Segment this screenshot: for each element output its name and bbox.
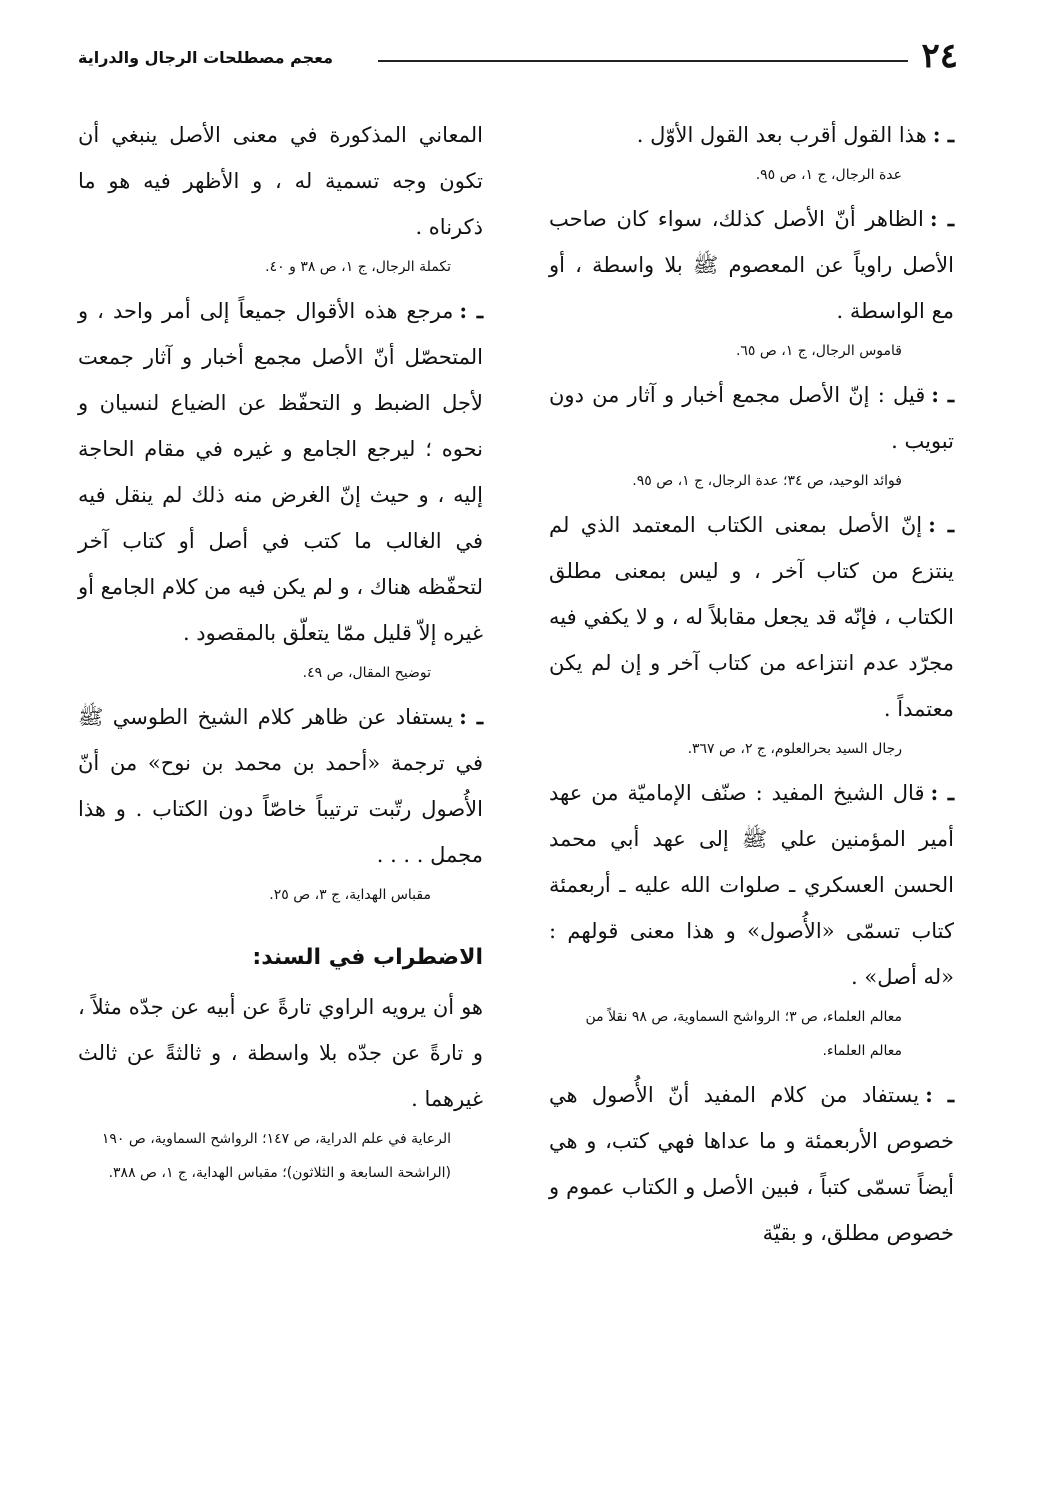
entry-body: يستفاد من كلام المفيد أنّ الأُصول هي خصوص الأربعمئة و ما عداها فهي كتب، و هي أيضاً تسمّى كتباً ، فبين الأصل و الكتاب عموم و خصوص مطلق، و بقيّة: [549, 1083, 954, 1245]
entry-text: [549, 372, 954, 464]
entry-body: يستفاد عن ظاهر كلام الشيخ الطوسي ﷺ في ترجمة «أحمد بن محمد بن نوح» من أنّ الأُصول رتّبت ترتيباً خاصّاً دون الكتاب . و هذا مجمل . . . .: [78, 705, 483, 867]
entry-text: [549, 196, 954, 334]
entry-dash: ـ :: [928, 512, 955, 537]
entry: [549, 502, 954, 766]
entry-dash: ـ :: [931, 382, 955, 407]
entry: [78, 694, 483, 912]
entry: [549, 770, 954, 1068]
entry-dash: ـ :: [925, 1082, 955, 1107]
section-heading: الاضطراب في السند:: [252, 945, 483, 970]
citation: مقباس الهداية، ج ٣، ص ٢٥.: [269, 887, 431, 903]
citation: معالم العلماء، ص ٣؛ الرواشح السماوية، ص ٩٨ نقلاً من معالم العلماء.: [585, 1009, 902, 1059]
entry-text: [549, 770, 954, 1000]
entry-text: [549, 1072, 954, 1256]
entry-text: [549, 112, 954, 158]
entry-text: [549, 502, 954, 732]
entry: [78, 288, 483, 690]
citation: رجال السيد بحرالعلوم، ج ٢، ص ٣٦٧.: [687, 741, 902, 757]
header-rule: [378, 60, 908, 62]
page-number: ٢٤: [921, 36, 958, 76]
entry-dash: ـ :: [932, 122, 954, 147]
continuation-text: المعاني المذكورة في معنى الأصل ينبغي أن تكون وجه تسمية له ، و الأظهر فيه هو ما ذكرناه .: [78, 123, 483, 239]
entry-dash: ـ :: [459, 298, 483, 323]
citation: فوائد الوحيد، ص ٣٤؛ عدة الرجال، ج ١، ص ٩٥.: [632, 473, 902, 489]
entry-body: مرجع هذه الأقوال جميعاً إلى أمر واحد ، و المتحصّل أنّ الأصل مجمع أخبار و آثار جمعت لأجل الضبط و التحفّظ عن الضياع لنسيان و نحوه ؛ ليرجع الجامع و غيره في مقام الحاجة إليه ، و حيث إنّ الغرض منه ذلك لم ينقل فيه في الغالب ما كتب في أصل أو كتاب آخر لتحفّظه هناك ، و لم يكن فيه من كلام الجامع أو غيره إلاّ قليل ممّا يتعلّق بالمقصود .: [78, 299, 483, 645]
entry: [549, 1072, 954, 1256]
entry-text: [78, 288, 483, 656]
section-body: هو أن يرويه الراوي تارةً عن أبيه عن جدّه مثلاً ، و تارةً عن جدّه بلا واسطة ، و ثالثةً عن ثالث غيرهما .: [78, 995, 483, 1111]
entry-dash: ـ :: [929, 206, 955, 231]
citation: قاموس الرجال، ج ١، ص ٦٥.: [735, 343, 902, 359]
entry: [549, 112, 954, 192]
section-references: الرعاية في علم الدراية، ص ١٤٧؛ الرواشح السماوية، ص ١٩٠ (الراشحة السابعة و الثلاثون)؛ مقباس الهداية، ج ١، ص ٣٨٨.: [101, 1131, 451, 1181]
entry-dash: ـ :: [459, 704, 484, 729]
citation: توضيح المقال، ص ٤٩.: [302, 665, 431, 681]
entry: [549, 372, 954, 498]
entry-body: الظاهر أنّ الأصل كذلك، سواء كان صاحب الأصل راوياً عن المعصوم ﷺ بلا واسطة ، أو مع الواسطة .: [549, 207, 954, 323]
entry: [549, 196, 954, 368]
entry-body: هذا القول أقرب بعد القول الأوّل .: [636, 123, 927, 147]
entry-body: قيل : إنّ الأصل مجمع أخبار و آثار من دون تبويب .: [549, 383, 954, 453]
entry-body: إنّ الأصل بمعنى الكتاب المعتمد الذي لم ينتزع من كتاب آخر ، و ليس بمعنى مطلق الكتاب ، فإنّه قد يجعل مقابلاً له ، و لا يكفي فيه مجرّد عدم انتزاعه من كتاب آخر و إن لم يكن معتمداً .: [549, 513, 954, 721]
book-title: معجم مصطلحات الرجال والدراية: [78, 48, 334, 67]
entry-body: قال الشيخ المفيد : صنّف الإماميّة من عهد أمير المؤمنين علي ﷺ إلى عهد أبي محمد الحسن العسكري ـ صلوات الله عليه ـ أربعمئة كتاب تسمّى «الأُصول» و هذا معنى قولهم : «له أصل» .: [549, 781, 954, 989]
entry-dash: ـ :: [930, 780, 954, 805]
right-column: [549, 112, 954, 1260]
citation: عدة الرجال، ج ١، ص ٩٥.: [755, 167, 902, 183]
citation: تكملة الرجال، ج ١، ص ٣٨ و ٤٠.: [265, 259, 451, 275]
page-header: [78, 36, 958, 80]
left-column: [78, 112, 483, 1190]
entry-text: [78, 694, 483, 878]
